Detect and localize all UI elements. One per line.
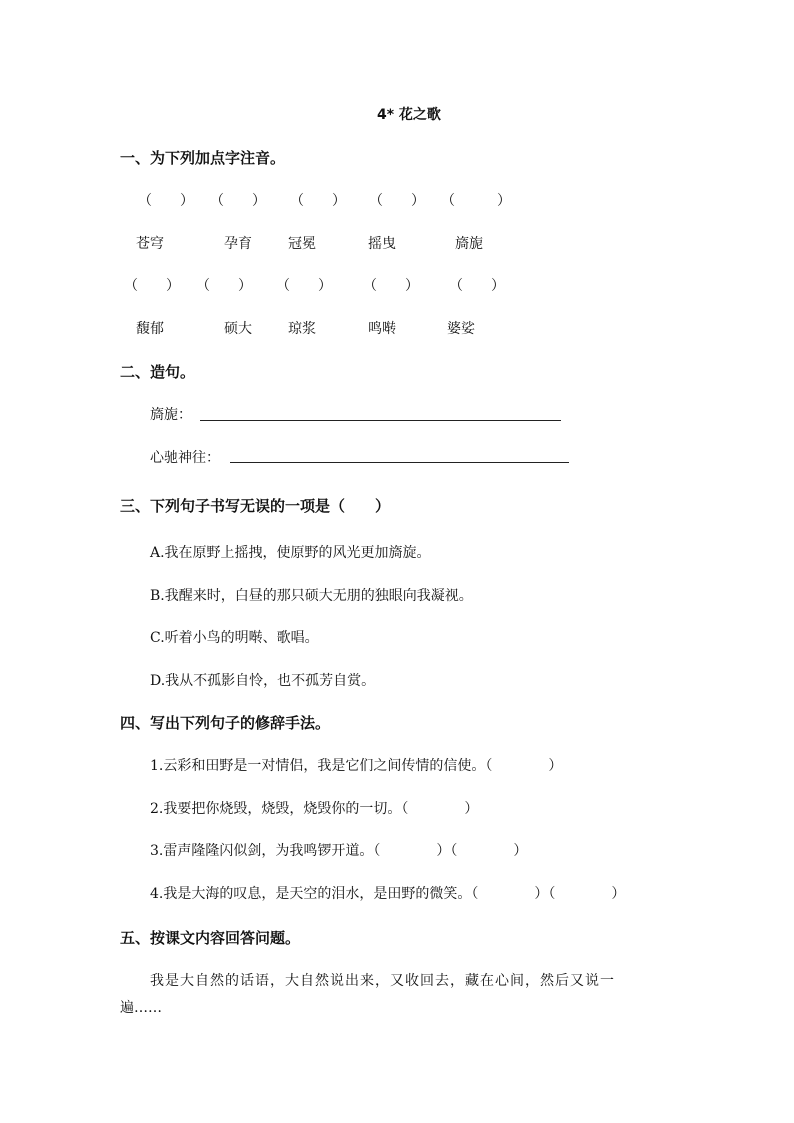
rhetoric-item: 4.我是大海的叹息，是天空的泪水，是田野的微笑。（ ）（ ） xyxy=(150,886,626,902)
rhetoric-item: 2.我要把你烧毁，烧毁，烧毁你的一切。（ ） xyxy=(150,801,479,817)
word: 琼浆 xyxy=(288,321,316,337)
option: B.我醒来时，白昼的那只硕大无朋的独眼向我凝视。 xyxy=(150,588,473,604)
sentence-prompt: 心驰神往： xyxy=(150,450,220,466)
word: 鸣啭 xyxy=(368,321,396,337)
rhetoric-item: 1.云彩和田野是一对情侣，我是它们之间传情的信使。（ ） xyxy=(150,758,563,774)
pinyin-blank: （ ） xyxy=(441,193,511,209)
word: 婆娑 xyxy=(447,321,475,337)
option: C.听着小鸟的明啭、歌唱。 xyxy=(150,630,319,646)
section4-heading: 四、写出下列句子的修辞手法。 xyxy=(120,714,331,732)
answer-line xyxy=(200,420,561,421)
pinyin-blank: （ ） xyxy=(363,278,419,294)
section1-heading: 一、为下列加点字注音。 xyxy=(120,149,286,167)
word: 孕育 xyxy=(224,236,252,252)
option: A.我在原野上摇拽，使原野的风光更加旖旋。 xyxy=(150,545,431,561)
sentence-prompt: 旖旎： xyxy=(150,407,192,423)
page-title: 4* 花之歌 xyxy=(377,107,441,123)
pinyin-blank: （ ） xyxy=(290,193,346,209)
pinyin-blank: （ ） xyxy=(138,193,194,209)
pinyin-blank: （ ） xyxy=(124,278,180,294)
passage-text: 遍…… xyxy=(120,1000,162,1016)
word: 冠冕 xyxy=(288,236,316,252)
word: 摇曳 xyxy=(368,236,396,252)
word: 馥郁 xyxy=(136,321,164,337)
option: D.我从不孤影自怜，也不孤芳自赏。 xyxy=(150,673,376,689)
section5-heading: 五、按课文内容回答问题。 xyxy=(120,929,301,947)
pinyin-blank: （ ） xyxy=(449,278,505,294)
answer-line xyxy=(230,462,569,463)
passage-text: 我是大自然的话语，大自然说出来，又收回去，藏在心间，然后又说一 xyxy=(150,973,615,989)
pinyin-blank: （ ） xyxy=(196,278,252,294)
word: 苍穹 xyxy=(136,236,164,252)
pinyin-blank: （ ） xyxy=(276,278,332,294)
rhetoric-item: 3.雷声隆隆闪似剑，为我鸣锣开道。（ ）（ ） xyxy=(150,843,528,859)
word: 旖旎 xyxy=(455,236,483,252)
pinyin-blank: （ ） xyxy=(369,193,425,209)
section3-heading: 三、下列句子书写无误的一项是（ ） xyxy=(120,497,391,515)
pinyin-blank: （ ） xyxy=(210,193,266,209)
word: 硕大 xyxy=(224,321,252,337)
section2-heading: 二、造句。 xyxy=(120,363,196,381)
